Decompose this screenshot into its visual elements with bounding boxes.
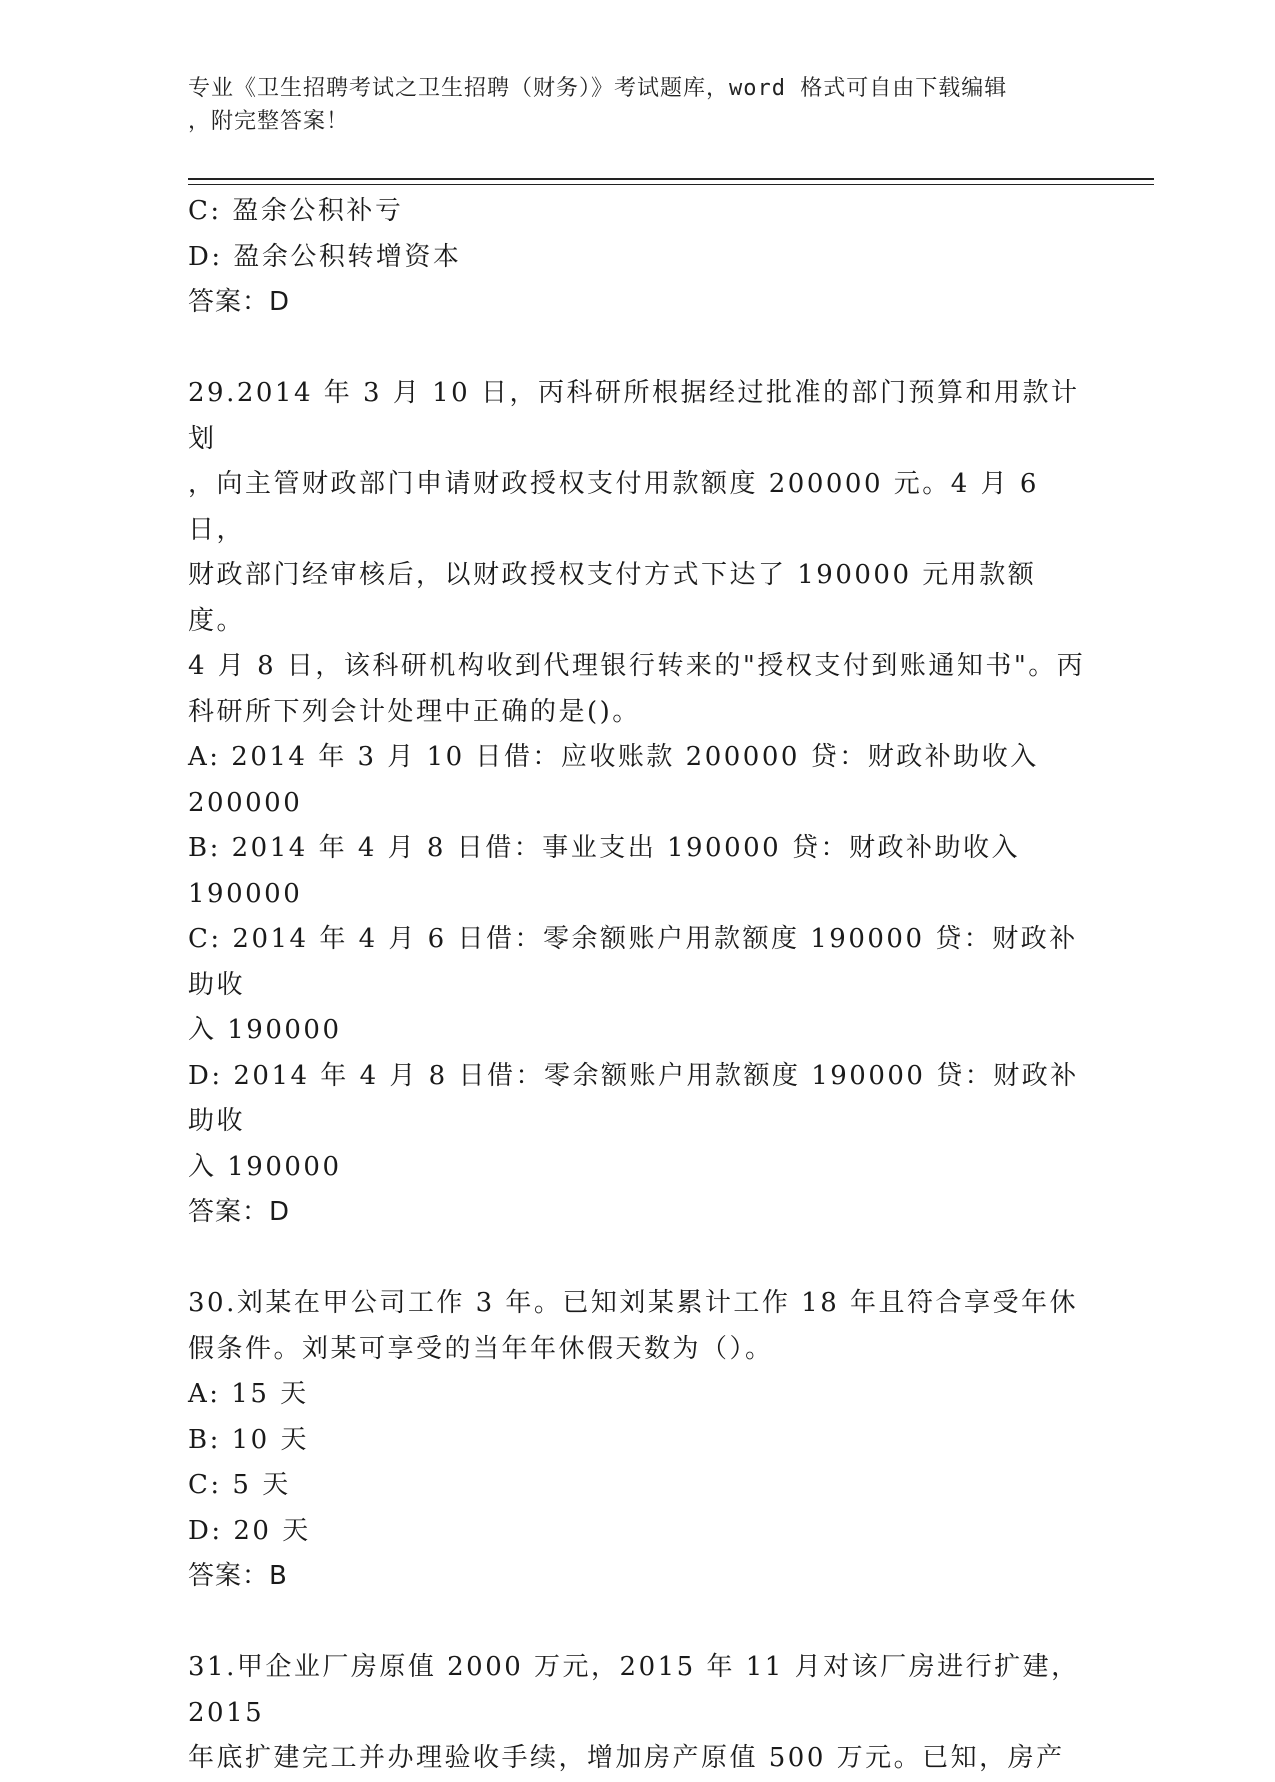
- document-header: [188, 72, 1088, 138]
- option-d-continued: 入 190000: [188, 1151, 342, 1182]
- option-a: A: 15 天: [188, 1379, 309, 1409]
- question-28-tail: [188, 189, 1088, 326]
- option-c: C: 2014 年 4 月 6 日借：零余额账户用款额度 190000 贷：财政补助收: [188, 924, 1078, 1000]
- answer-label: 答案：D: [188, 287, 291, 317]
- answer-label: 答案：B: [188, 1561, 288, 1591]
- option-d: D: 2014 年 4 月 8 日借：零余额账户用款额度 190000 贷：财政补助收: [188, 1060, 1079, 1136]
- spacer: [188, 1600, 1088, 1646]
- spacer: [188, 1236, 1088, 1282]
- question-stem-line: 29.2014 年 3 月 10 日，丙科研所根据经过批准的部门预算和用款计划: [188, 378, 1080, 454]
- question-stem-line: 4 月 8 日，该科研机构收到代理银行转来的"授权支付到账通知书"。丙: [188, 651, 1086, 681]
- answer-label: 答案：D: [188, 1197, 291, 1227]
- question-stem-line: ，向主管财政部门申请财政授权支付用款额度 200000 元。4 月 6 日，: [188, 469, 1050, 545]
- option-c: C: 盈余公积补亏: [188, 196, 404, 226]
- header-divider: [188, 178, 1154, 180]
- spacer: [188, 326, 1088, 372]
- option-d: D: 盈余公积转增资本: [188, 241, 462, 272]
- question-stem-line: 31.甲企业厂房原值 2000 万元，2015 年 11 月对该厂房进行扩建，2015: [188, 1652, 1080, 1728]
- option-b: B: 10 天: [188, 1424, 309, 1455]
- option-c: C: 5 天: [188, 1470, 291, 1500]
- question-stem-line: 30.刘某在甲公司工作 3 年。已知刘某累计工作 18 年且符合享受年休: [188, 1288, 1079, 1318]
- option-d: D: 20 天: [188, 1515, 311, 1546]
- option-a: A: 2014 年 3 月 10 日借：应收账款 200000 贷：财政补助收入 200000: [188, 742, 1050, 818]
- option-b: B: 2014 年 4 月 8 日借：事业支出 190000 贷：财政补助收入 190000: [188, 833, 1031, 909]
- question-30: [188, 1281, 1088, 1600]
- question-31: [188, 1645, 1088, 1782]
- option-c-continued: 入 190000: [188, 1015, 342, 1045]
- question-stem-line: 科研所下列会计处理中正确的是()。: [188, 696, 641, 727]
- document-body: [188, 189, 1088, 1782]
- header-divider-thin: [188, 184, 1154, 185]
- question-29: [188, 371, 1088, 1236]
- question-stem-line: 假条件。刘某可享受的当年年休假天数为（）。: [188, 1333, 774, 1364]
- header-line: 专业《卫生招聘考试之卫生招聘（财务）》考试题库，word 格式可自由下载编辑: [188, 76, 1008, 101]
- question-stem-line: 财政部门经审核后，以财政授权支付方式下达了 190000 元用款额度。: [188, 560, 1037, 636]
- question-stem-line: 年底扩建完工并办理验收手续，增加房产原值 500 万元。已知，房产: [188, 1743, 1065, 1773]
- header-line: ，附完整答案！: [188, 109, 350, 134]
